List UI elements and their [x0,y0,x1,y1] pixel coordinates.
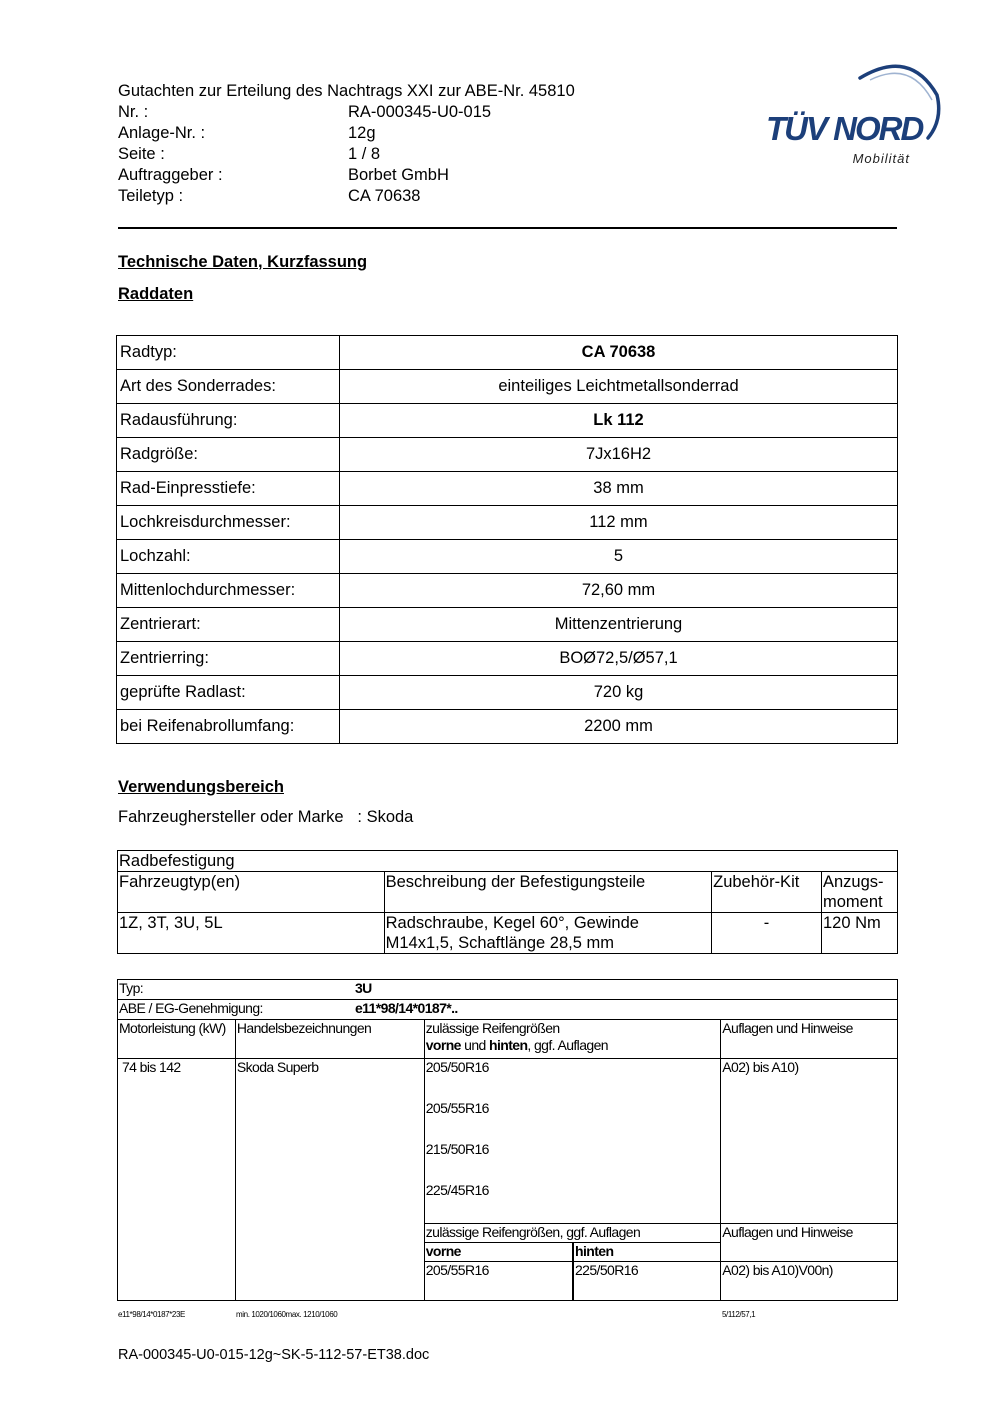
note-left: e11*98/14*0187*23E [118,1310,185,1319]
raddaten-table [116,335,898,744]
tuev-nord-logo [760,60,942,172]
table-row: ABE / EG-Genehmigung: e11*98/14*0187*.. [118,1000,898,1020]
header-row-nr: Nr. : RA-000345-U0-015 [118,103,492,121]
fahrzeughersteller-line: Fahrzeughersteller oder Marke : Skoda [118,808,414,826]
table-row: Lochkreisdurchmesser: 112 mm [117,506,898,540]
document-title: Gutachten zur Erteilung des Nachtrags XXI zur ABE-Nr. 45810 [118,82,575,100]
table-row: 74 bis 142 Skoda Superb 205/50R16 205/55R16 215/50R16 225/45R16 A02) bis A10) [118,1059,898,1224]
header-row-auftraggeber: Auftraggeber : Borbet GmbH [118,166,449,184]
table-row: 205/55R16 225/50R16 A02) bis A10)V00n) [118,1262,898,1301]
table-row: Rad-Einpresstiefe: 38 mm [117,472,898,506]
section-heading-raddaten: Raddaten [118,285,194,303]
table-row: Zentrierring: BOØ72,5/Ø57,1 [117,642,898,676]
table-row: zulässige Reifengrößen, ggf. Auflagen Auflagen und Hinweise [118,1224,898,1243]
table-row: Zentrierart: Mittenzentrierung [117,608,898,642]
logo-sub: Mobilität [852,151,910,166]
table-row: Typ: 3U [118,980,898,1000]
header-row-seite: Seite : 1 / 8 [118,145,381,163]
logo-brand: TÜV NORD [766,110,923,147]
section-heading-technische-daten: Technische Daten, Kurzfassung [118,253,368,271]
note-right: 5/112/57,1 [722,1310,756,1319]
table-row: Fahrzeugtyp(en) Beschreibung der Befestigungsteile Zubehör-Kit Anzugs-moment [118,872,898,913]
table-row: vorne hinten [118,1243,898,1262]
table-row: Lochzahl: 5 [117,540,898,574]
section-heading-verwendungsbereich: Verwendungsbereich [118,778,284,796]
header-row-anlage: Anlage-Nr. : 12g [118,124,376,142]
table-row: Radtyp: CA 70638 [117,336,898,370]
table-row: Radbefestigung [118,851,898,872]
table-row: 1Z, 3T, 3U, 5L Radschraube, Kegel 60°, Gewinde M14x1,5, Schaftlänge 28,5 mm - 120 Nm [118,913,898,954]
typ-table [117,979,898,1301]
document-header [118,81,575,207]
table-row: bei Reifenabrollumfang: 2200 mm [117,710,898,744]
table-row: Mittenlochdurchmesser: 72,60 mm [117,574,898,608]
radbefestigung-table [117,850,898,954]
footer-filename: RA-000345-U0-015-12g~SK-5-112-57-ET38.doc [118,1347,430,1363]
note-mid: min. 1020/1060max. 1210/1060 [236,1310,338,1319]
table-row: Art des Sonderrades: einteiliges Leichtmetallsonderrad [117,370,898,404]
header-row-teiletyp: Teiletyp : CA 70638 [118,187,421,205]
table-row: geprüfte Radlast: 720 kg [117,676,898,710]
table-row: Motorleistung (kW) Handelsbezeichnungen zulässige Reifengrößen vorne und hinten, ggf. Auflagen Auflagen und Hinweise [118,1020,898,1059]
table-row: Radgröße: 7Jx16H2 [117,438,898,472]
table-row: Radausführung: Lk 112 [117,404,898,438]
header-divider [118,227,897,229]
